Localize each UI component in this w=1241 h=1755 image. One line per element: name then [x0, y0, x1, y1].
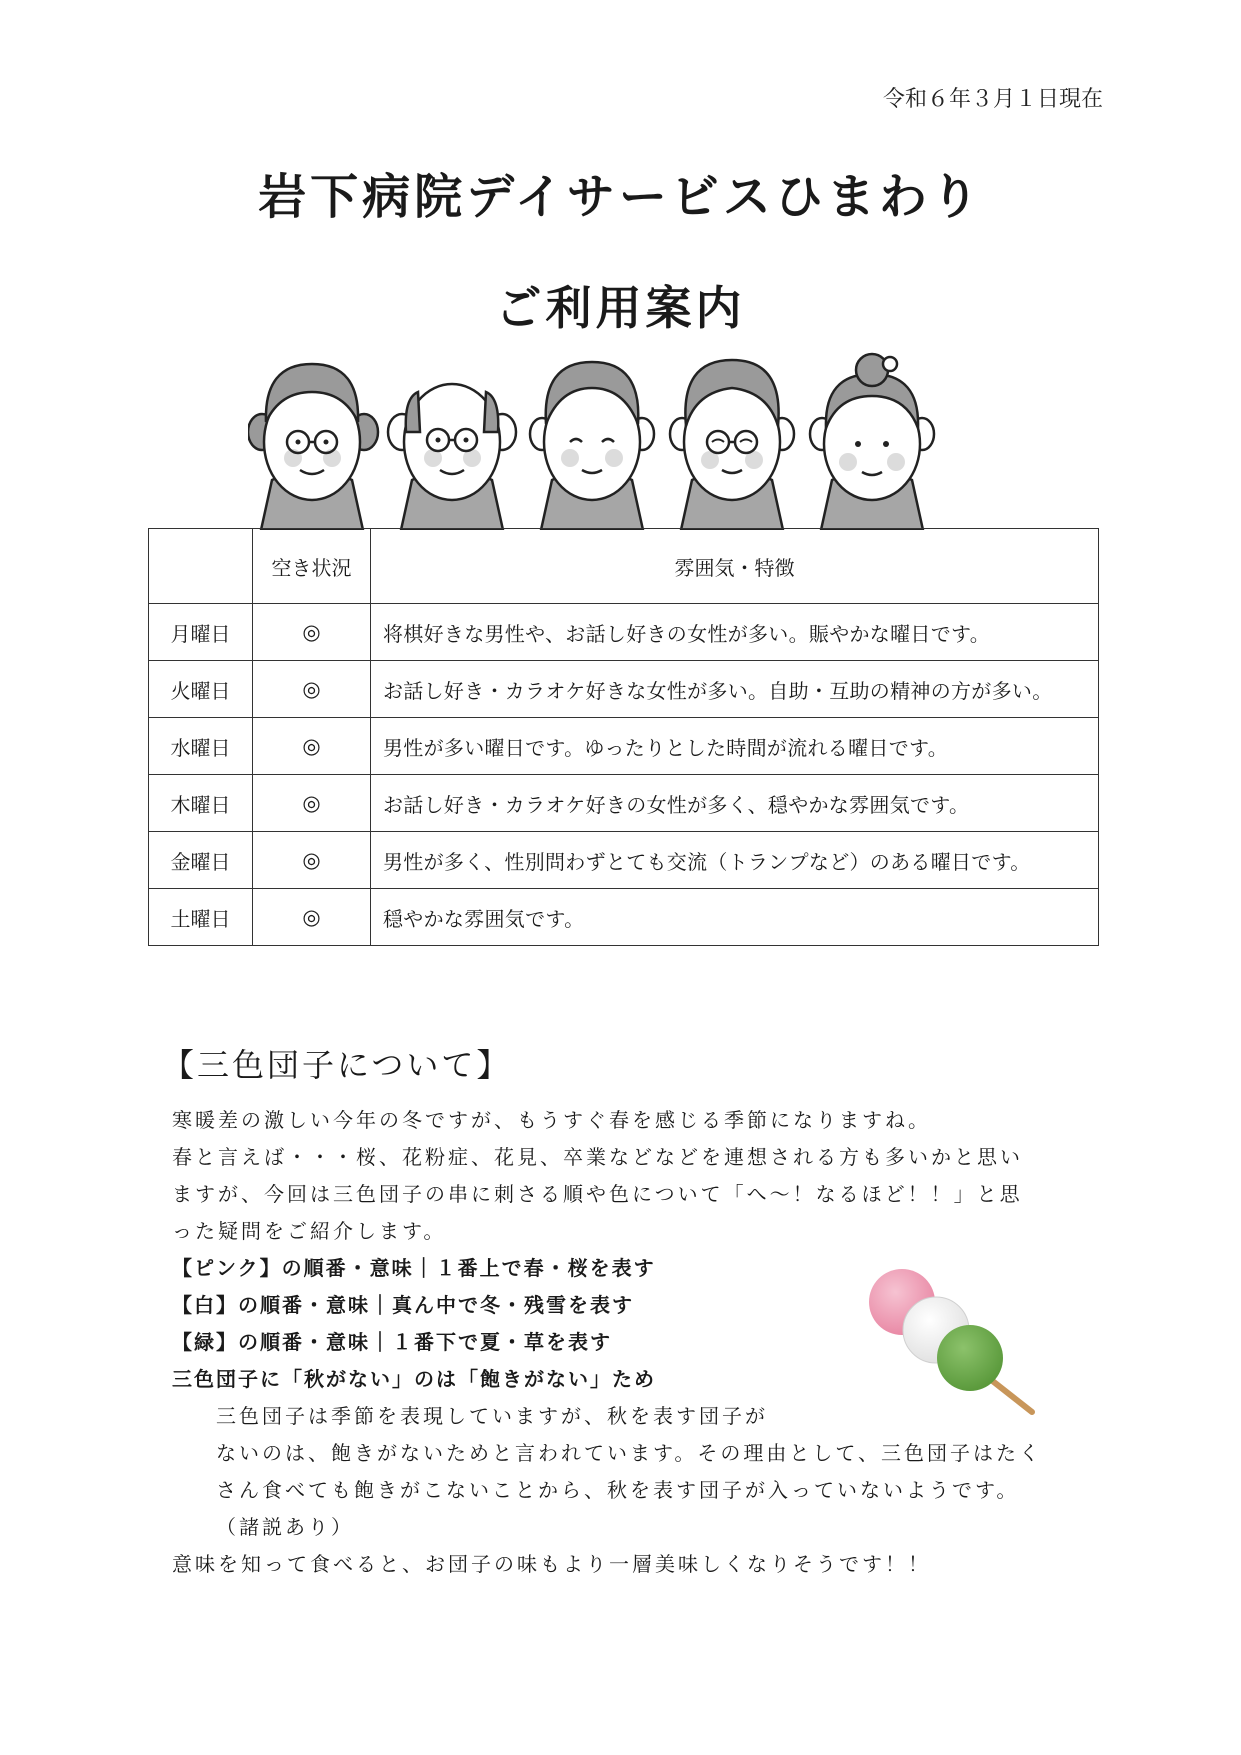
green-dango — [937, 1325, 1003, 1391]
table-cell-atmosphere: 将棋好きな男性や、お話し好きの女性が多い。賑やかな曜日です。 — [371, 604, 1099, 661]
table-cell-day: 水曜日 — [149, 718, 253, 775]
table-header-empty — [149, 529, 253, 604]
table-cell-day: 火曜日 — [149, 661, 253, 718]
table-cell-atmosphere: お話し好き・カラオケ好きな女性が多い。自助・互助の精神の方が多い。 — [371, 661, 1099, 718]
body-line-bold: 【ピンク】の順番・意味｜１番上で春・桜を表す — [172, 1256, 656, 1280]
page-subtitle: ご利用案内 — [495, 281, 746, 335]
table-cell-atmosphere: 男性が多い曜日です。ゆったりとした時間が流れる曜日です。 — [371, 718, 1099, 775]
elderly-person-4 — [670, 360, 794, 530]
table-header-atmosphere: 雰囲気・特徴 — [371, 529, 1099, 604]
table-cell-day: 土曜日 — [149, 889, 253, 946]
elderly-group-illustration — [248, 352, 1014, 530]
body-line-bold: 三色団子に「秋がない」のは「飽きがない」ため — [172, 1367, 656, 1391]
elderly-person-1 — [248, 364, 378, 530]
elderly-person-3 — [530, 362, 654, 530]
body-line: 寒暖差の激しい今年の冬ですが、もうすぐ春を感じる季節になりますね。 — [172, 1108, 931, 1132]
table-cell-atmosphere: お話し好き・カラオケ好きの女性が多く、穏やかな雰囲気です。 — [371, 775, 1099, 832]
body-line: 春と言えば・・・桜、花粉症、花見、卒業などなどを連想される方も多いかと思い — [172, 1145, 1023, 1169]
body-line-indented: 三色団子は季節を表現していますが、秋を表す団子が — [216, 1404, 768, 1428]
table-row — [149, 832, 1099, 889]
table-cell-availability: ◎ — [253, 718, 371, 775]
table-header-row — [149, 529, 1099, 604]
table-cell-atmosphere: 男性が多く、性別問わずとても交流（トランプなど）のある曜日です。 — [371, 832, 1099, 889]
table-cell-availability: ◎ — [253, 775, 371, 832]
table-row — [149, 775, 1099, 832]
body-line-indented: （諸説あり） — [216, 1515, 354, 1539]
elderly-person-2 — [388, 384, 516, 530]
body-line: ますが、今回は三色団子の串に刺さる順や色について「へ～！なるほど！！」と思 — [172, 1182, 1023, 1206]
body-line: 意味を知って食べると、お団子の味もより一層美味しくなりそうです！！ — [172, 1552, 931, 1576]
body-line-bold: 【白】の順番・意味｜真ん中で冬・残雪を表す — [172, 1293, 634, 1317]
table-row — [149, 604, 1099, 661]
table-row — [149, 661, 1099, 718]
table-row — [149, 718, 1099, 775]
table-cell-day: 木曜日 — [149, 775, 253, 832]
table-row — [149, 889, 1099, 946]
table-cell-availability: ◎ — [253, 661, 371, 718]
body-line-bold: 【緑】の順番・意味｜１番下で夏・草を表す — [172, 1330, 612, 1354]
date-label: 令和６年３月１日現在 — [882, 87, 1103, 112]
table-cell-availability: ◎ — [253, 604, 371, 661]
table-cell-availability: ◎ — [253, 889, 371, 946]
elderly-person-5 — [810, 354, 934, 530]
body-line-indented: ないのは、飽きがないためと言われています。その理由として、三色団子はたく — [216, 1441, 1042, 1465]
page-title: 岩下病院デイサービスひまわり — [258, 169, 983, 225]
section-heading: 【三色団子について】 — [162, 1046, 512, 1084]
table-header-availability: 空き状況 — [253, 529, 371, 604]
table-cell-day: 金曜日 — [149, 832, 253, 889]
table-cell-availability: ◎ — [253, 832, 371, 889]
body-line: った疑問をご紹介します。 — [172, 1219, 447, 1243]
availability-table — [148, 528, 1099, 946]
table-cell-atmosphere: 穏やかな雰囲気です。 — [371, 889, 1099, 946]
body-line-indented: さん食べても飽きがこないことから、秋を表す団子が入っていないようです。 — [216, 1478, 1020, 1502]
sanshoku-dango-illustration — [862, 1262, 1040, 1418]
table-cell-day: 月曜日 — [149, 604, 253, 661]
